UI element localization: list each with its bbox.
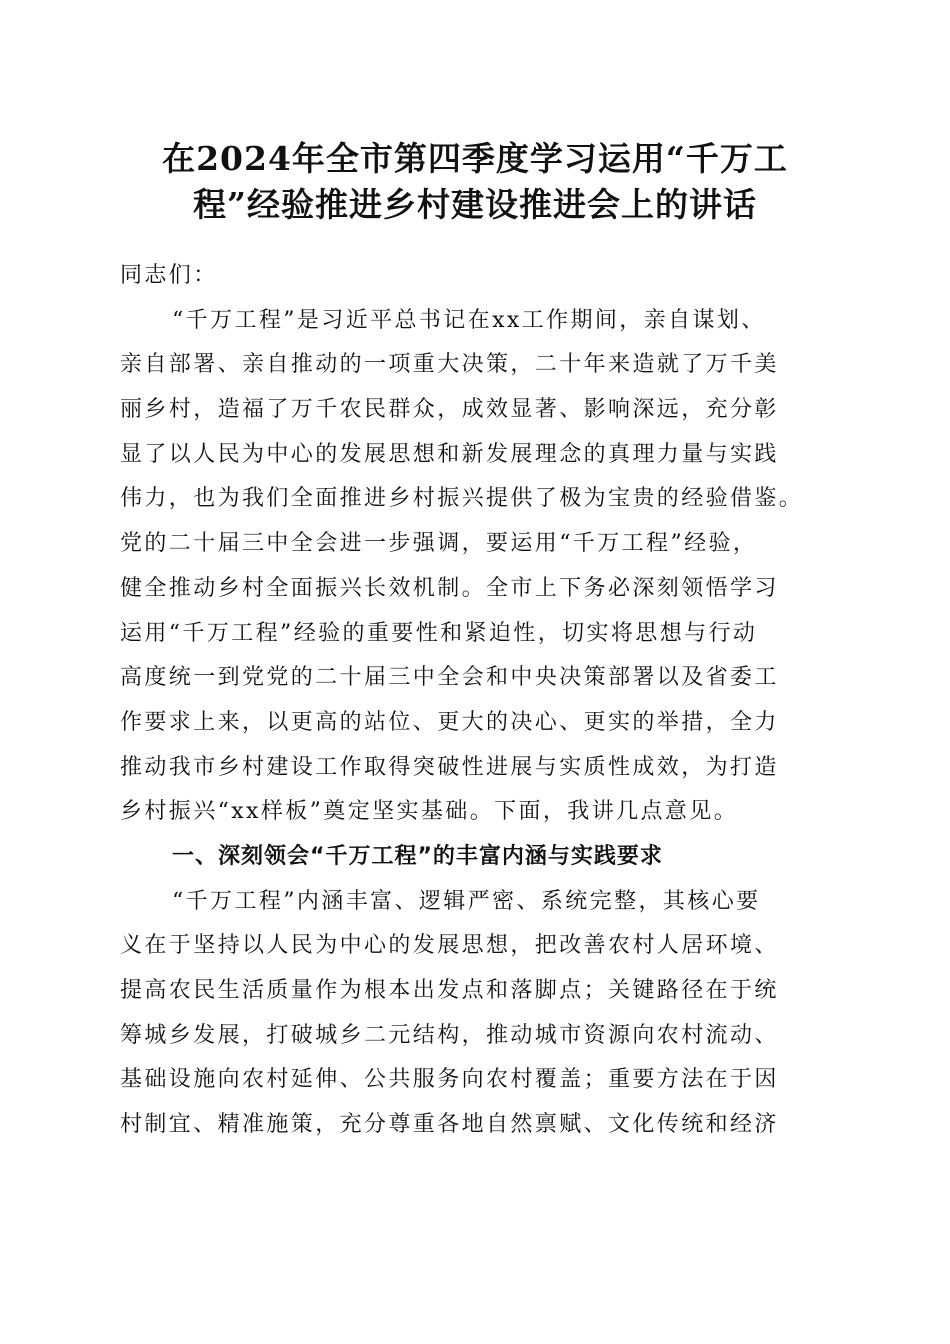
paragraph-line: 显了以人民为中心的发展思想和新发展理念的真理力量与实践 [120,441,779,467]
paragraph-line: 丽乡村，造福了万千农民群众，成效显著、影响深远，充分彰 [120,397,779,423]
paragraph-line: 提高农民生活质量作为根本出发点和落脚点；关键路径在于统 [120,978,779,1003]
paragraph-line: 推动我市乡村建设工作取得突破性进展与实质性成效，为打造 [120,754,779,780]
paragraph-line: 运用“千万工程”经验的重要性和紧迫性，切实将思想与行动 [120,620,758,646]
paragraph-line: 乡村振兴“xx样板”奠定坚实基础。下面，我讲几点意见。 [120,799,739,825]
title-line-1: 在2024年全市第四季度学习运用“千万工 [162,139,788,178]
paragraph-2 [120,880,840,1148]
paragraph-line: “千万工程”是习近平总书记在xx工作期间，亲自谋划、 [172,307,766,333]
paragraph-line: 伟力，也为我们全面推进乡村振兴提供了极为宝贵的经验借鉴。 [120,486,804,512]
paragraph-line: 筹城乡发展，打破城乡二元结构，推动城市资源向农村流动、 [120,1022,779,1048]
paragraph-1 [120,299,840,835]
paragraph-line: 作要求上来，以更高的站位、更大的决心、更实的举措，全力 [120,709,779,735]
paragraph-line: 高度统一到党党的二十届三中全会和中央决策部署以及省委工 [120,665,779,691]
paragraph-line: 村制宜、精准施策，充分尊重各地自然禀赋、文化传统和经济 [120,1112,779,1138]
title-line-2: 程”经验推进乡村建设推进会上的讲话 [193,185,757,224]
document-body [120,254,840,1148]
paragraph-line: 亲自部署、亲自推动的一项重大决策，二十年来造就了万千美 [120,352,779,378]
section-1-heading: 一、深刻领会“千万工程”的丰富内涵与实践要求 [172,843,663,869]
paragraph-line: 党的二十届三中全会进一步强调，要运用“千万工程”经验， [120,531,758,557]
paragraph-line: 基础设施向农村延伸、公共服务向农村覆盖；重要方法在于因 [120,1067,779,1093]
paragraph-line: “千万工程”内涵丰富、逻辑严密、系统完整，其核心要 [172,888,761,914]
paragraph-line: 义在于坚持以人民为中心的发展思想，把改善农村人居环境、 [120,933,779,959]
salutation: 同志们： [120,263,218,288]
document-title [100,136,850,228]
paragraph-line: 健全推动乡村全面振兴长效机制。全市上下务必深刻领悟学习 [120,575,779,601]
